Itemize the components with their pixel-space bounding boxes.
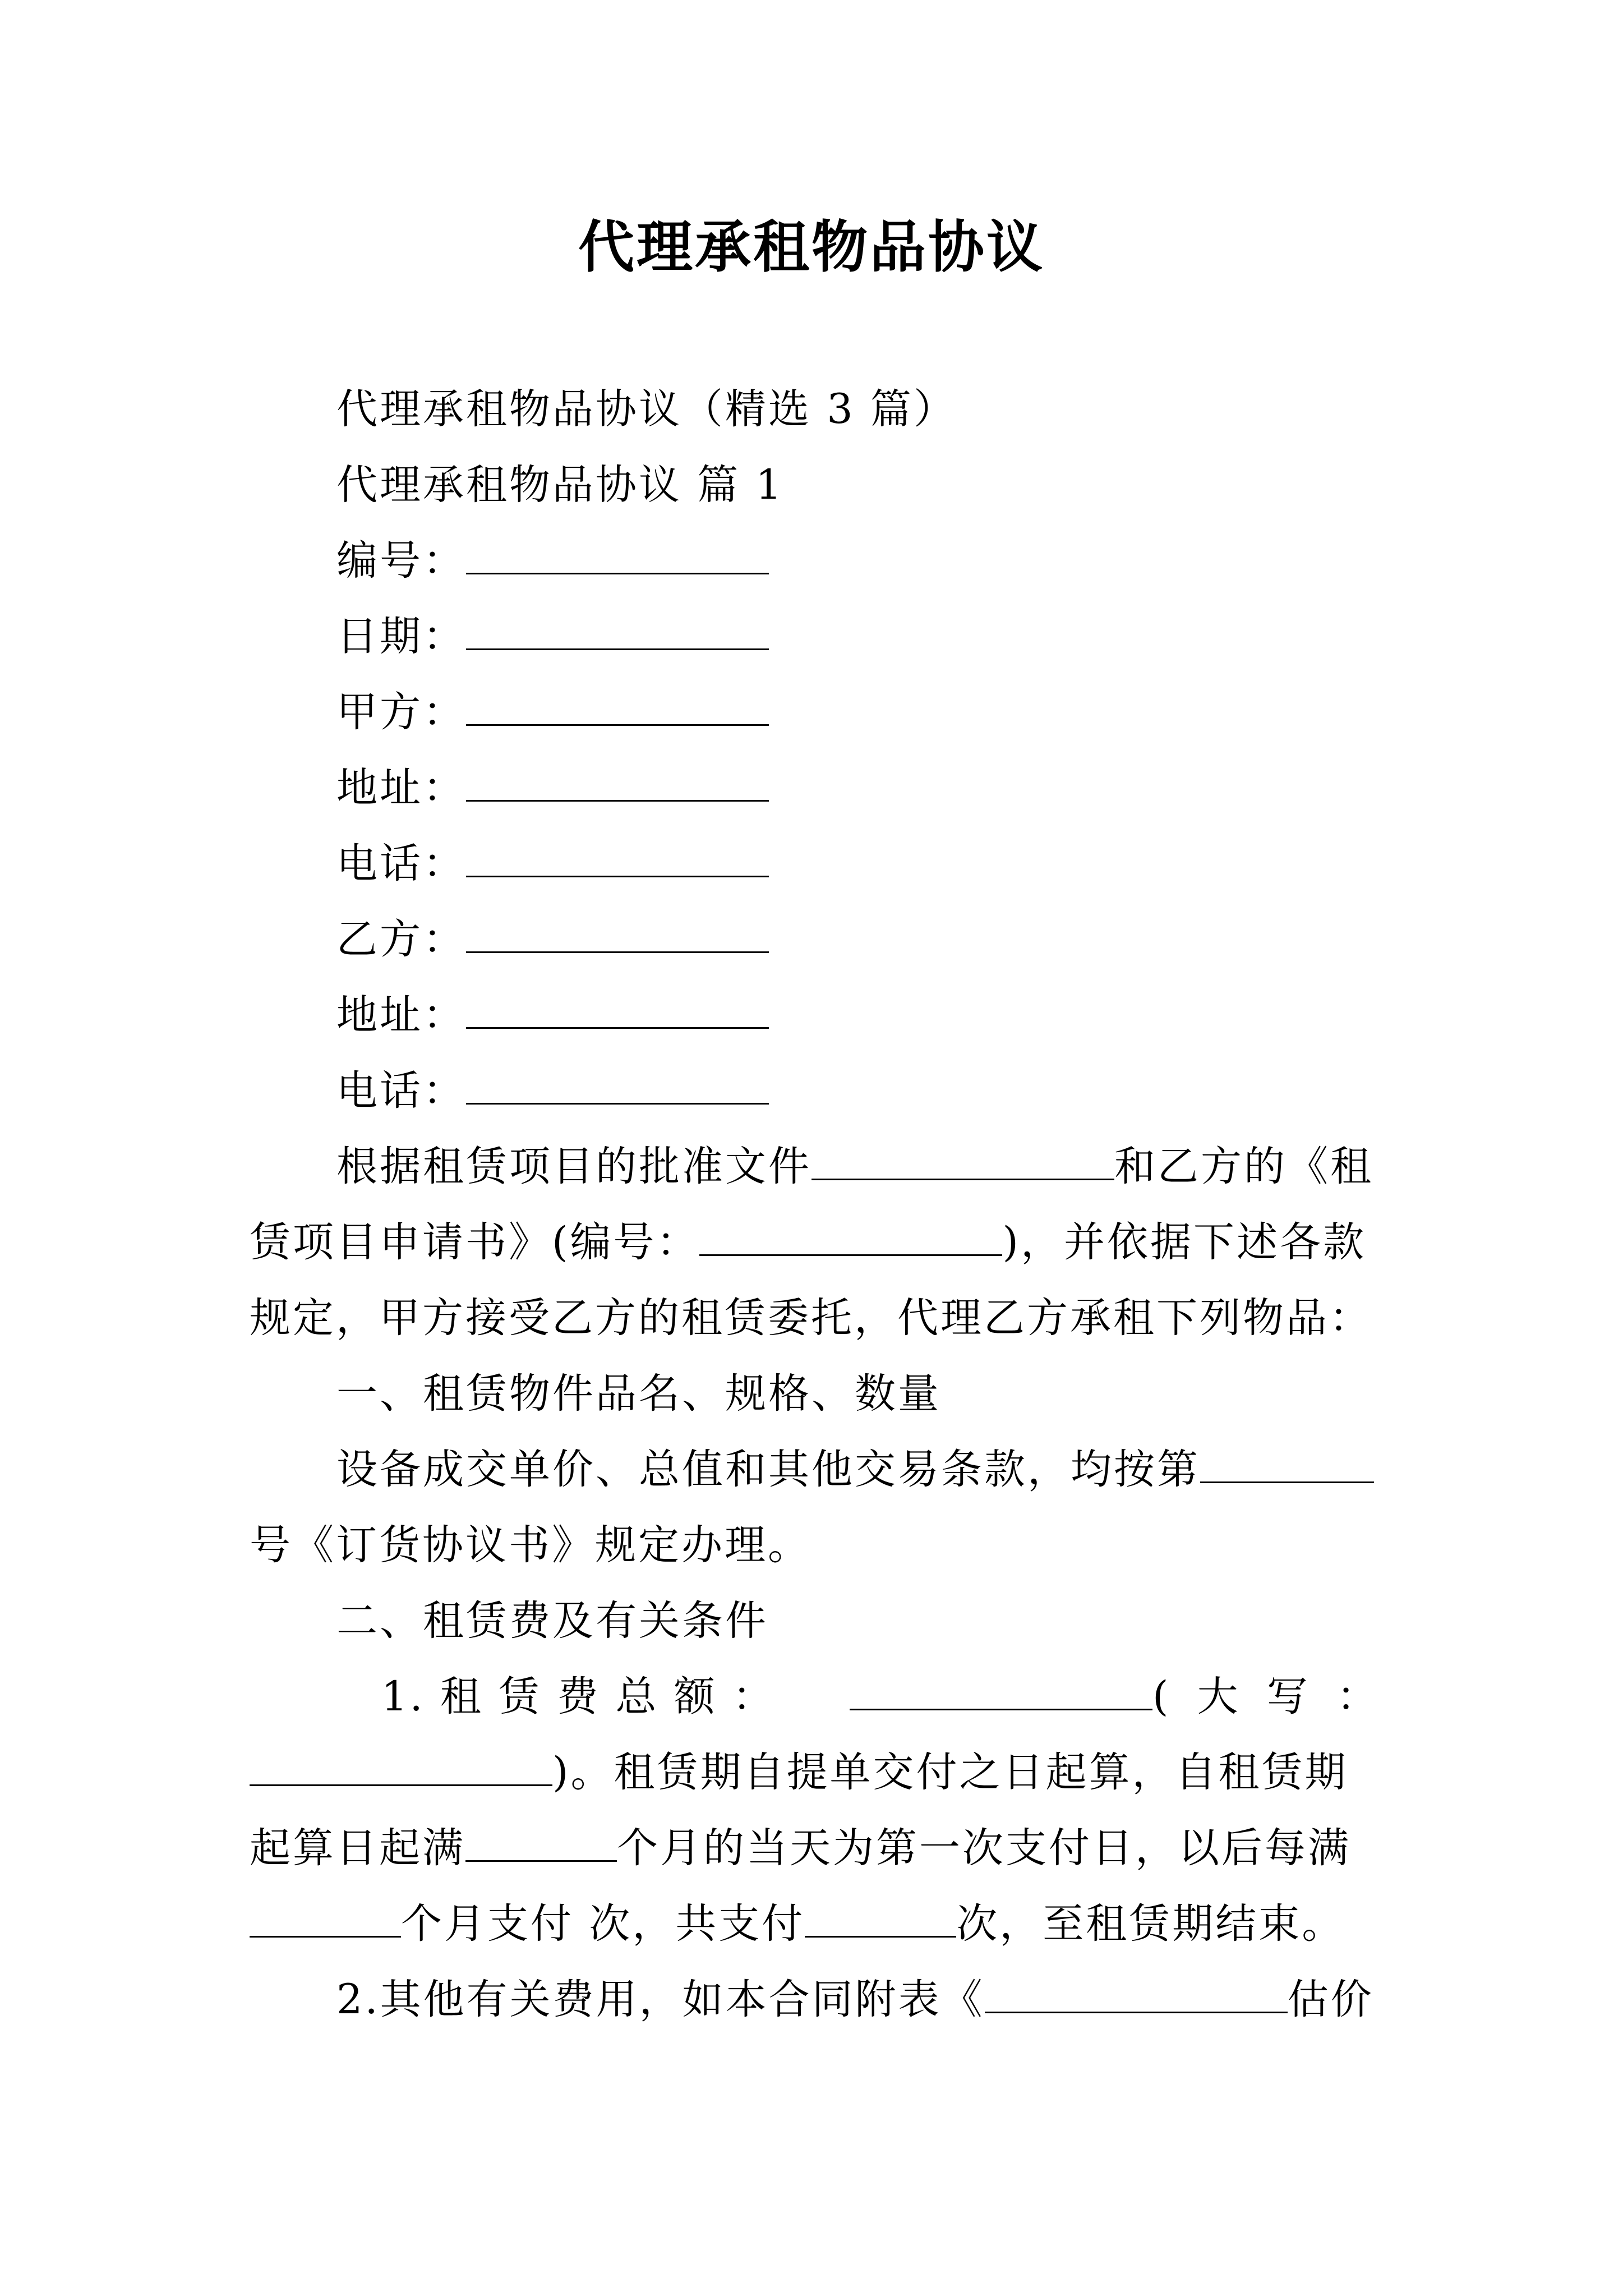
text: 根据租赁项目的批准文件 [336,1143,811,1190]
field-party-b [336,912,769,968]
blank-line [466,763,769,802]
para3-line4 [250,1896,1345,1952]
document-title: 代理承租物品协议 [578,214,1045,280]
field-party-a [336,684,769,740]
para3-line1 [381,1669,776,1725]
section-heading: 代理承租物品协议 篇 1 [336,461,784,509]
field-label: 电话： [336,840,466,887]
field-label: 电话： [336,1067,466,1115]
para3-line2 [250,1745,1348,1801]
para1-line3: 规定，甲方接受乙方的租赁委托，代理乙方承租下列物品： [250,1294,1372,1342]
blank-line [466,536,769,574]
blank-line [466,1066,769,1105]
blank-line [466,990,769,1029]
text: ( 大 写 ： [1152,1673,1386,1720]
blank-line [985,1975,1288,2013]
field-number [336,533,769,589]
blank-line [850,1672,1152,1710]
field-label: 编号： [336,537,466,585]
text: 个月支付 次，共支付 [401,1900,805,1948]
para1-line2 [250,1214,1366,1271]
field-label: 乙方： [336,915,466,963]
text: )，并依据下述各款 [1002,1218,1366,1266]
field-label: 地址： [336,764,466,812]
text: 和乙方的《租 [1114,1143,1373,1190]
field-address-a [336,760,769,816]
field-date [336,609,769,665]
text: 次，至租赁期结束。 [956,1900,1345,1948]
para2-line2: 号《订货协议书》规定办理。 [250,1521,811,1569]
para3-line1-blank [850,1669,1385,1725]
blank-line [466,914,769,953]
text: 起算日起满 [250,1824,465,1872]
field-phone-a [336,836,769,892]
text: 设备成交单价、总值和其他交易条款，均按第 [336,1446,1200,1493]
field-label: 日期： [336,613,466,660]
field-label: 甲方： [336,688,466,736]
text: 赁项目申请书》(编号： [250,1218,700,1266]
blank-line [465,1823,617,1862]
text: 个月的当天为第一次支付日，以后每满 [617,1824,1351,1872]
text: 2.其他有关费用，如本合同附表《 [336,1976,985,2023]
blank-line [811,1142,1114,1180]
field-address-b [336,987,769,1043]
blank-line [699,1217,1002,1256]
field-label: 地址： [336,991,466,1039]
blank-line [466,611,769,650]
blank-line [250,1899,401,1938]
blank-line [466,687,769,726]
blank-line [250,1747,552,1786]
heading-1: 一、租赁物件品名、规格、数量 [336,1370,941,1418]
para3-line3 [250,1820,1351,1876]
field-phone-b [336,1063,769,1119]
text: 估价 [1287,1976,1374,2023]
para4-line1 [336,1972,1374,2028]
para1-line1 [336,1139,1373,1195]
text: )。租赁期自提单交付之日起算，自租赁期 [552,1749,1348,1796]
blank-line [1200,1444,1374,1483]
heading-2: 二、租赁费及有关条件 [336,1597,768,1645]
blank-line [805,1899,956,1938]
document-subtitle: 代理承租物品协议（精选 3 篇） [336,385,957,433]
blank-line [466,839,769,877]
para2-line1 [336,1442,1374,1498]
text: 1. 租 赁 费 总 额 ： [381,1673,776,1720]
